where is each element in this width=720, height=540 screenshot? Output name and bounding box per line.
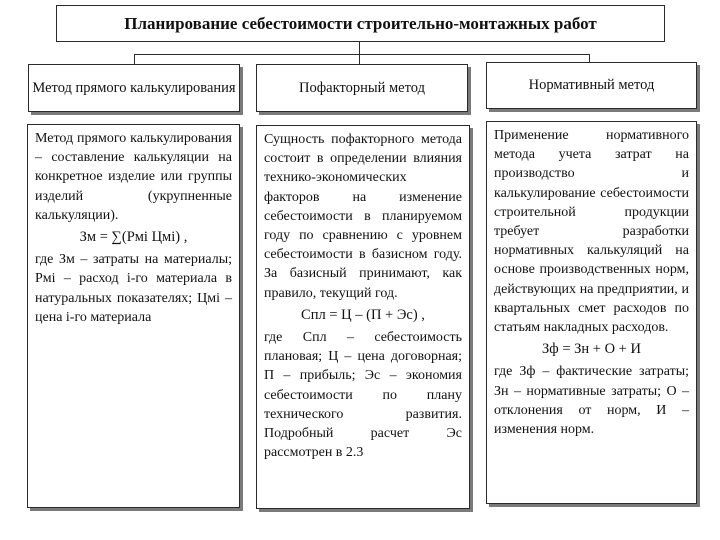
factor-method-description [256, 125, 470, 509]
page-title: Планирование себестоимости строительно-монтажных работ [56, 5, 665, 42]
header-normative-label: Нормативный метод [528, 77, 655, 94]
normative-formula: Зф = Зн + О + И [542, 341, 641, 358]
connector-middle [359, 54, 360, 64]
connector-right [589, 54, 590, 62]
direct-intro: Метод прямого калькулирования – составление калькуляции на конкретное изделие или группы изделий (укрупненные калькуляции). [35, 131, 232, 223]
connector-left [134, 54, 135, 64]
normative-explanation: где Зф – фактические затраты; Зн – нормативные затраты; О – отклонения от норм, И – изменения норм. [494, 364, 689, 438]
header-factor-method [256, 64, 468, 112]
direct-explanation: где Зм – затраты на материалы; Pмi – расход i-го материала в натуральных показателях; Цмi – цена i-го материала [35, 252, 232, 325]
direct-formula: Зм = ∑(Pмi Цмi) , [79, 229, 188, 246]
factor-explanation: где Спл – себестоимость плановая; Ц – цена договорная; П – прибыль; Эс – экономия себестоимости по плану технического развития. Подробный расчет Эс рассмотрен в 2.3 [264, 330, 462, 461]
normative-method-description [486, 121, 697, 504]
header-normative-method [486, 62, 697, 109]
factor-formula: Спл = Ц – (П + Эс) , [301, 306, 425, 323]
header-factor-label: Пофакторный метод [299, 79, 425, 96]
header-direct-method [28, 64, 240, 112]
direct-method-description [27, 124, 240, 508]
header-direct-label: Метод прямого калькулирования [32, 79, 236, 96]
factor-intro: Сущность пофакторного метода состоит в определении влияния технико-экономических факторов на изменение себестоимости в планируемом году по сравнению с уровнем себестоимости в базисном году. За базисный принимают, как правило, текущий год. [264, 132, 462, 301]
normative-intro: Применение нормативного метода учета затрат на производство и калькулирование себестоимости строительной продукции требует разработки нормативных калькуляций на основе производственных норм, действующих на предприятии, и квартальных смет расходов по статьям накладных расходов. [494, 128, 689, 336]
connector-horizontal [134, 54, 589, 55]
